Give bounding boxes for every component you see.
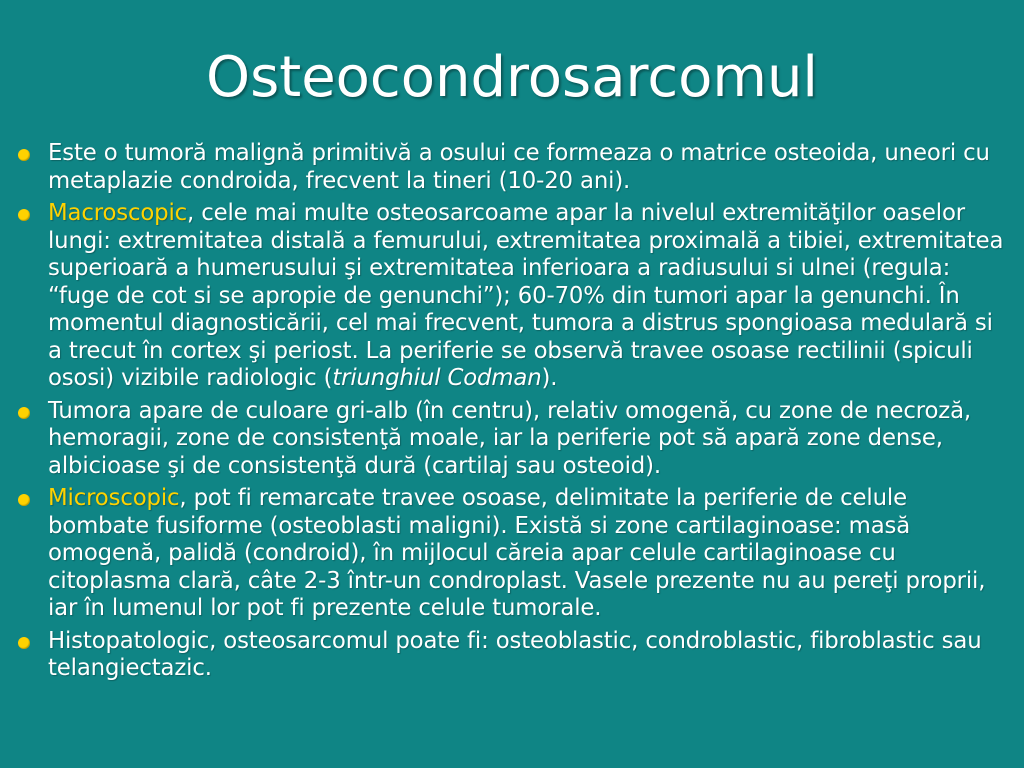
bullet-text — [48, 628, 1004, 683]
bullet-text — [48, 485, 1004, 623]
bullet-text — [48, 140, 1004, 195]
bullet-text — [48, 200, 1004, 393]
bullet-italic-term: triunghiul Codman — [332, 365, 542, 391]
slide-title: Osteocondrosarcomul — [205, 45, 818, 110]
bullet-list — [14, 140, 1004, 688]
bullet-text-content: Tumora apare de culoare gri-alb (în centru), relativ omogenă, cu zone de necroză, hemoragii, zone de consistenţă moale, iar la periferie pot să apară zone dense, albicioase şi de consistenţă dură (cartilaj sau osteoid). — [48, 397, 972, 479]
bullet-item — [14, 398, 1004, 481]
bullet-text-content: Este o tumoră malignă primitivă a osului ce formeaza o matrice osteoida, uneori cu metaplazie condroida, frecvent la tineri (10-20 ani). — [48, 140, 990, 194]
bullet-item — [14, 200, 1004, 393]
bullet-dot-icon — [14, 628, 48, 655]
bullet-highlight: Macroscopic — [48, 200, 188, 226]
bullet-dot-icon — [14, 485, 48, 512]
bullet-text-end: ). — [541, 365, 558, 391]
bullet-dot-icon — [14, 140, 48, 167]
bullet-text-content: , cele mai multe osteosarcoame apar la nivelul extremităţilor oaselor lungi: extremitatea distală a femurului, extremitatea proximală a tibiei, extremitatea superioară a humerusului şi extremitatea inferioara a radiusului si ulnei (regula: “fuge de cot si se apropie de genunchi”); 60-70% din tumori apar la genunchi. În momentul diagnosticării, cel mai frecvent, tumora a distrus spongioasa medulară si a trecut în cortex şi periost. La periferie se observă travee osoase rectilinii (spiculi ososi) vizibile radiologic ( — [48, 200, 1004, 391]
bullet-item — [14, 140, 1004, 195]
bullet-item — [14, 485, 1004, 623]
bullet-highlight: Microscopic — [48, 485, 180, 511]
bullet-dot-icon — [14, 398, 48, 425]
bullet-text-content: Histopatologic, osteosarcomul poate fi: osteoblastic, condroblastic, fibroblastic sau telangiectazic. — [48, 627, 982, 681]
bullet-text — [48, 398, 1004, 481]
bullet-item — [14, 628, 1004, 683]
bullet-text-content: , pot fi remarcate travee osoase, delimitate la periferie de celule bombate fusiforme (osteoblasti maligni). Există si zone cartilaginoase: masă omogenă, palidă (condroid), în mijlocul căreia apar celule cartilaginoase cu citoplasma clară, câte 2-3 într-un condroplast. Vasele prezente nu au pereţi proprii, iar în lumenul lor pot fi prezente celule tumorale. — [48, 485, 986, 621]
bullet-dot-icon — [14, 200, 48, 227]
